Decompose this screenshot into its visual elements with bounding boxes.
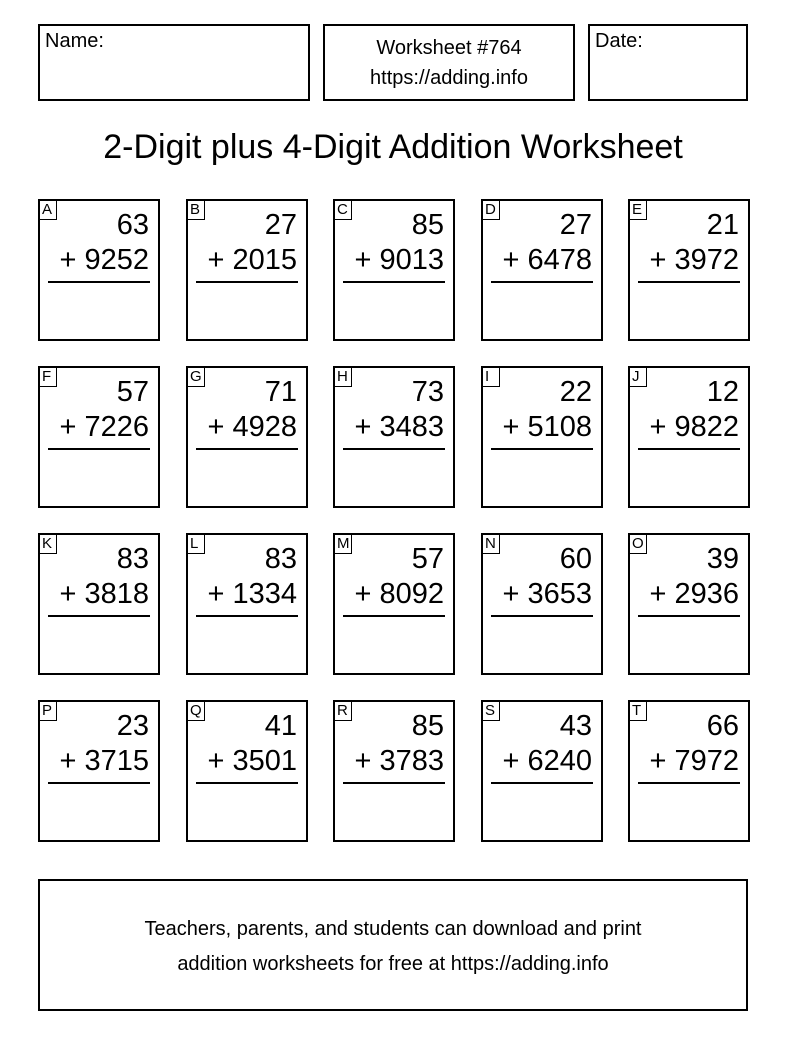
plus-sign: + (649, 745, 667, 777)
footer-box (38, 879, 748, 1011)
addend-bottom-row (208, 411, 297, 443)
answer-line (638, 782, 740, 784)
answer-line (491, 782, 593, 784)
problem-letter: R (334, 701, 352, 721)
addend-top: 22 (559, 376, 592, 408)
addend-bottom-row (355, 411, 444, 443)
addend-bottom-row (503, 411, 592, 443)
addend-bottom-row (503, 745, 592, 777)
addend-bottom-row (503, 578, 592, 610)
addend-top: 63 (116, 209, 149, 241)
addend-top: 57 (411, 543, 444, 575)
problem-letter: L (187, 534, 205, 554)
answer-line (48, 782, 150, 784)
addend-bottom: 7972 (674, 745, 739, 777)
problem-letter: B (187, 200, 205, 220)
answer-line (343, 281, 445, 283)
name-label: Name: (45, 30, 104, 52)
addend-bottom: 2015 (232, 244, 297, 276)
addend-bottom-row (650, 578, 739, 610)
addend-bottom-row (60, 244, 149, 276)
date-label: Date: (595, 30, 643, 52)
addend-bottom-row (60, 578, 149, 610)
addend-bottom: 6240 (527, 745, 592, 777)
addend-bottom-row (650, 244, 739, 276)
problem-letter: N (482, 534, 500, 554)
addend-bottom: 3783 (379, 745, 444, 777)
addend-top: 43 (559, 710, 592, 742)
problem-letter: J (629, 367, 647, 387)
addend-bottom: 7226 (84, 411, 149, 443)
addend-bottom-row (355, 745, 444, 777)
answer-line (638, 615, 740, 617)
answer-line (48, 281, 150, 283)
plus-sign: + (59, 578, 77, 610)
answer-line (638, 448, 740, 450)
addend-bottom: 3972 (674, 244, 739, 276)
problem-card[interactable] (38, 533, 160, 675)
worksheet-number: Worksheet #764 (376, 37, 522, 59)
answer-line (196, 782, 298, 784)
problem-card[interactable] (38, 700, 160, 842)
plus-sign: + (354, 244, 372, 276)
problem-card[interactable] (333, 199, 455, 341)
addend-bottom: 9822 (674, 411, 739, 443)
name-field-box[interactable] (38, 24, 310, 101)
problem-letter: K (39, 534, 57, 554)
problem-letter: T (629, 701, 647, 721)
answer-line (196, 448, 298, 450)
addend-top: 85 (411, 209, 444, 241)
answer-line (48, 448, 150, 450)
answer-line (638, 281, 740, 283)
addend-bottom: 8092 (379, 578, 444, 610)
problem-letter: G (187, 367, 205, 387)
addend-bottom-row (208, 578, 297, 610)
addend-bottom: 3818 (84, 578, 149, 610)
problem-card[interactable] (628, 700, 750, 842)
addend-bottom: 2936 (674, 578, 739, 610)
problem-letter: I (482, 367, 500, 387)
problem-card[interactable] (186, 366, 308, 508)
addend-bottom: 9252 (84, 244, 149, 276)
answer-line (491, 448, 593, 450)
addend-bottom-row (208, 244, 297, 276)
addend-bottom-row (650, 411, 739, 443)
problem-card[interactable] (333, 700, 455, 842)
problem-card[interactable] (333, 366, 455, 508)
plus-sign: + (59, 745, 77, 777)
problem-letter: O (629, 534, 647, 554)
problem-letter: F (39, 367, 57, 387)
problem-card[interactable] (481, 700, 603, 842)
problem-card[interactable] (481, 199, 603, 341)
answer-line (196, 281, 298, 283)
addend-top: 12 (706, 376, 739, 408)
addend-top: 23 (116, 710, 149, 742)
plus-sign: + (649, 244, 667, 276)
problem-letter: S (482, 701, 500, 721)
problem-grid (38, 199, 748, 842)
plus-sign: + (207, 745, 225, 777)
plus-sign: + (207, 244, 225, 276)
addend-bottom: 6478 (527, 244, 592, 276)
problem-card[interactable] (186, 199, 308, 341)
addend-bottom: 4928 (232, 411, 297, 443)
problem-letter: H (334, 367, 352, 387)
addend-bottom-row (60, 745, 149, 777)
answer-line (343, 448, 445, 450)
problem-letter: M (334, 534, 352, 554)
problem-letter: C (334, 200, 352, 220)
answer-line (343, 615, 445, 617)
addend-top: 27 (559, 209, 592, 241)
addend-bottom: 1334 (232, 578, 297, 610)
addend-top: 60 (559, 543, 592, 575)
footer-line-1: Teachers, parents, and students can download and print (144, 918, 642, 940)
problem-card[interactable] (628, 533, 750, 675)
problem-letter: A (39, 200, 57, 220)
answer-line (343, 782, 445, 784)
plus-sign: + (354, 578, 372, 610)
addend-bottom-row (60, 411, 149, 443)
addend-bottom: 3653 (527, 578, 592, 610)
plus-sign: + (59, 411, 77, 443)
plus-sign: + (207, 578, 225, 610)
plus-sign: + (502, 411, 520, 443)
problem-card[interactable] (628, 366, 750, 508)
addend-bottom-row (208, 745, 297, 777)
plus-sign: + (649, 578, 667, 610)
plus-sign: + (59, 244, 77, 276)
problem-letter: E (629, 200, 647, 220)
problem-letter: P (39, 701, 57, 721)
plus-sign: + (354, 745, 372, 777)
problem-card[interactable] (186, 700, 308, 842)
plus-sign: + (354, 411, 372, 443)
plus-sign: + (502, 244, 520, 276)
answer-line (196, 615, 298, 617)
plus-sign: + (207, 411, 225, 443)
addend-bottom-row (355, 244, 444, 276)
problem-card[interactable] (38, 199, 160, 341)
addend-bottom: 3501 (232, 745, 297, 777)
addend-top: 27 (264, 209, 297, 241)
addend-top: 83 (116, 543, 149, 575)
addend-top: 57 (116, 376, 149, 408)
addend-top: 41 (264, 710, 297, 742)
plus-sign: + (502, 578, 520, 610)
problem-card[interactable] (333, 533, 455, 675)
addend-bottom: 5108 (527, 411, 592, 443)
addend-top: 66 (706, 710, 739, 742)
addend-top: 83 (264, 543, 297, 575)
problem-card[interactable] (481, 533, 603, 675)
addend-bottom-row (503, 244, 592, 276)
answer-line (491, 281, 593, 283)
addend-top: 71 (264, 376, 297, 408)
problem-letter: D (482, 200, 500, 220)
problem-card[interactable] (186, 533, 308, 675)
page-title: 2-Digit plus 4-Digit Addition Worksheet (103, 128, 683, 166)
worksheet-info-box (323, 24, 575, 101)
addend-bottom: 3483 (379, 411, 444, 443)
addend-bottom: 9013 (379, 244, 444, 276)
problem-card[interactable] (481, 366, 603, 508)
problem-card[interactable] (38, 366, 160, 508)
problem-letter: Q (187, 701, 205, 721)
addend-top: 73 (411, 376, 444, 408)
addend-top: 39 (706, 543, 739, 575)
answer-line (491, 615, 593, 617)
plus-sign: + (649, 411, 667, 443)
addend-bottom-row (355, 578, 444, 610)
addend-top: 85 (411, 710, 444, 742)
plus-sign: + (502, 745, 520, 777)
problem-card[interactable] (628, 199, 750, 341)
addend-bottom: 3715 (84, 745, 149, 777)
footer-line-2: addition worksheets for free at https://adding.info (177, 953, 609, 975)
worksheet-url: https://adding.info (370, 67, 528, 89)
addend-bottom-row (650, 745, 739, 777)
answer-line (48, 615, 150, 617)
addend-top: 21 (706, 209, 739, 241)
date-field-box[interactable] (588, 24, 748, 101)
